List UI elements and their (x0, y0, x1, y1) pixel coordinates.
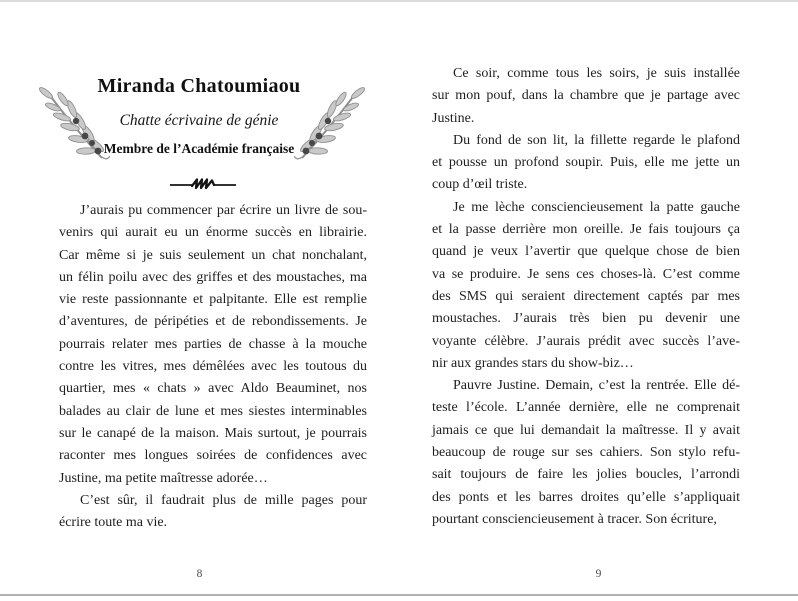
paragraph (432, 130, 740, 197)
text-line: écrire toute ma vie. (59, 515, 168, 531)
olive-branch-right-icon (294, 87, 372, 171)
text-line: des ponts et les barres droites qu’elle s’appliquait (432, 489, 740, 505)
text-line: raconter mes longues soirées de confidences avec (59, 448, 367, 464)
page-number-left: 8 (196, 568, 203, 580)
text-line: Ce soir, comme tous les soirs, je suis installée (453, 66, 740, 81)
paragraph (432, 375, 740, 531)
text-line: jamais ce que lui demandait la maîtresse. Il y avait (432, 422, 740, 438)
text-line: Car même si je suis seulement un chat nonchalant, (59, 247, 367, 263)
text-line: et pousse un profond soupir. Puis, elle me jette un (432, 155, 740, 171)
text-line: contre les vitres, mes démêlées avec les toutous du (59, 359, 367, 375)
bottom-edge-rule (0, 594, 798, 596)
paragraph (59, 200, 367, 490)
left-page-body (59, 200, 367, 534)
paragraph (432, 197, 740, 375)
text-line: Pauvre Justine. Demain, c’est la rentrée. Elle dé- (453, 378, 740, 394)
text-line: moustaches. J’aurais très bien pu devenir une (432, 311, 740, 327)
text-line: sait toujours de faire les jolies boucles, l’arrondi (432, 467, 740, 483)
text-line: J’aurais pu commencer par écrire un livre de sou- (80, 203, 367, 218)
text-line: beaucoup de rouge sur ses cahiers. Son stylo refu- (432, 445, 740, 461)
text-line: Du fond de son lit, la fillette regarde le plafond (453, 132, 740, 148)
rope-twist-divider-icon (170, 176, 236, 192)
text-line: et la passe derrière mon oreille. Je fais toujours ça (432, 222, 740, 238)
text-line: teste l’école. L’année dernière, elle ne comprenait (432, 400, 740, 416)
text-line: un félin poilu avec des griffes et des moustaches, ma (59, 269, 367, 285)
text-line: pourtant consciencieusement à tracer. Son écriture, (432, 511, 717, 527)
text-line: des SMS qui seraient directement captés par mes (432, 288, 740, 304)
right-page-body (432, 63, 740, 531)
text-line: Je me lèche consciencieusement la patte gauche (453, 199, 740, 215)
paragraph (432, 63, 740, 130)
page-number-right: 9 (595, 568, 602, 580)
text-line: vie reste passionnante et palpitante. Elle est remplie (59, 292, 367, 308)
text-line: pourrais relater mes parties de chasse à la mouche (59, 336, 367, 352)
text-line: sur mon pouf, dans la chambre que je partage avec (432, 88, 740, 104)
text-line: nir aux grandes stars du show-biz… (432, 355, 634, 371)
text-line: C’est sûr, il faudrait plus de mille pages pour (80, 492, 367, 508)
text-line: quartier, mes « chats » avec Aldo Beauminet, nos (59, 381, 367, 397)
text-line: sur le canapé de la maison. Mais surtout, je pourrais (59, 425, 367, 441)
author-role: Chatte écrivaine de génie (119, 112, 279, 129)
text-line: coup d’œil triste. (432, 177, 528, 193)
text-line: d’aventures, de péripéties et de rebondissements. Je (59, 314, 367, 330)
text-line: Justine. (432, 110, 475, 126)
text-line: Justine, ma petite maîtresse adorée… (59, 470, 268, 486)
right-page (399, 0, 798, 601)
author-name: Miranda Chatoumiaou (97, 75, 301, 97)
author-affiliation: Membre de l’Académie française (103, 141, 295, 156)
olive-branch-left-icon (32, 87, 110, 171)
text-line: quand je veux l’avertir que quelque chose de bien (432, 244, 740, 260)
text-line: balades au clair de lune et mes siestes interminables (59, 403, 367, 419)
text-line: va se produire. Je sens ces choses-là. C’est comme (432, 266, 740, 282)
paragraph (59, 490, 367, 535)
text-line: voyante célèbre. J’aurais prédit avec succès l’ave- (432, 333, 740, 349)
text-line: venirs qui aurait eu un énorme succès en librairie. (59, 225, 367, 241)
